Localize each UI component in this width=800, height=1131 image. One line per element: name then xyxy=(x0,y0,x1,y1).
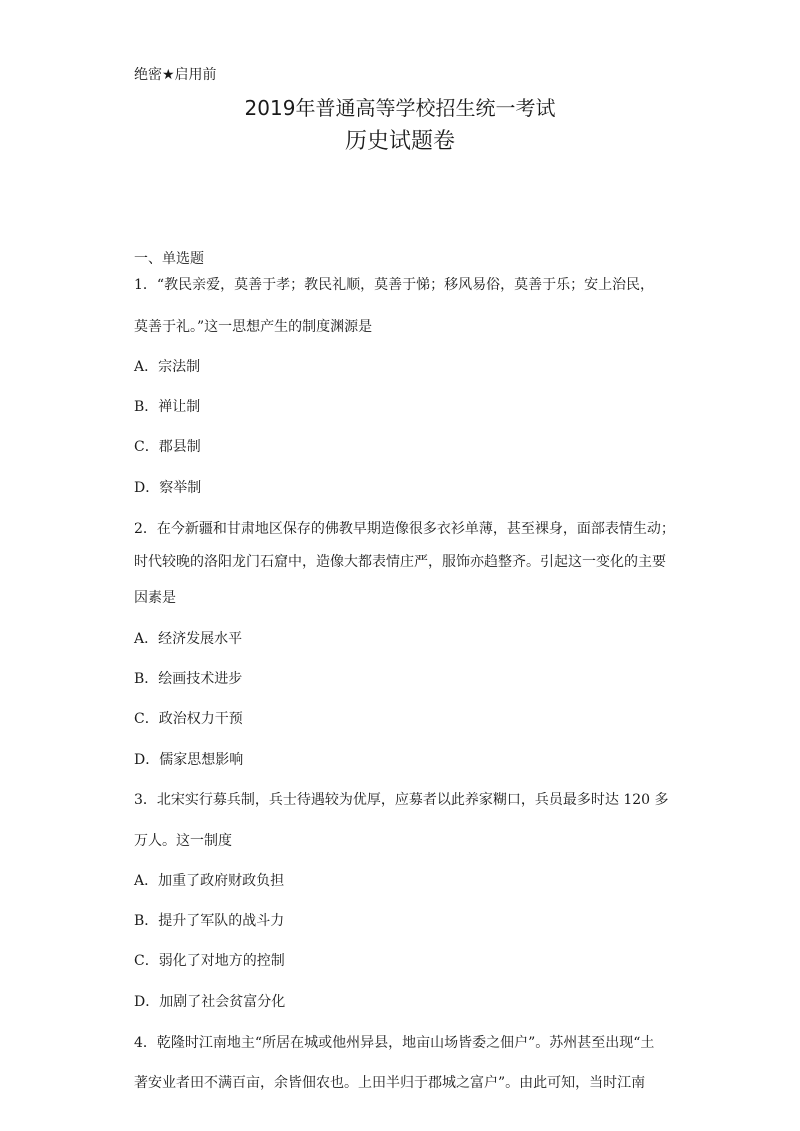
question-4-line-2: 著安业者田不满百亩，余皆佃农也。上田半归于郡城之富户”。由此可知，当时江南 xyxy=(134,1075,646,1091)
question-1-line-1: 1．“教民亲爱，莫善于孝；教民礼顺，莫善于悌；移风易俗，莫善于乐；安上治民， xyxy=(134,277,655,293)
question-1-option-a: A．宗法制 xyxy=(134,359,201,375)
question-3-option-a: A．加重了政府财政负担 xyxy=(134,873,285,889)
section-heading: 一、单选题 xyxy=(134,251,204,267)
question-3-line-1: 3．北宋实行募兵制，兵士待遇较为优厚，应募者以此养家糊口，兵员最多时达 120 多 xyxy=(134,792,669,808)
question-1-option-c: C．郡县制 xyxy=(134,439,201,455)
question-3-option-c: C．弱化了对地方的控制 xyxy=(134,953,285,969)
question-3-option-b: B．提升了军队的战斗力 xyxy=(134,913,285,929)
question-1-option-b: B．禅让制 xyxy=(134,399,201,415)
question-3-line-2: 万人。这一制度 xyxy=(134,833,232,849)
confidential-label: 绝密★启用前 xyxy=(134,67,217,83)
question-4-line-1: 4．乾隆时江南地主“所居在城或他州异县，地亩山场皆委之佃户”。苏州甚至出现“土 xyxy=(134,1035,655,1051)
question-2-option-d: D．儒家思想影响 xyxy=(134,752,244,768)
question-2-option-c: C．政治权力干预 xyxy=(134,711,243,727)
question-2-line-2: 时代较晚的洛阳龙门石窟中，造像大都表情庄严，服饰亦趋整齐。引起这一变化的主要 xyxy=(134,554,666,570)
question-1-line-2: 莫善于礼。”这一思想产生的制度渊源是 xyxy=(134,319,373,335)
question-3-option-d: D．加剧了社会贫富分化 xyxy=(134,994,286,1010)
exam-title: 2019年普通高等学校招生统一考试 xyxy=(244,96,556,120)
paper-title: 历史试题卷 xyxy=(344,129,455,154)
question-1-option-d: D．察举制 xyxy=(134,480,202,496)
question-2-option-a: A．经济发展水平 xyxy=(134,631,243,647)
question-2-line-1: 2．在今新疆和甘肃地区保存的佛教早期造像很多衣衫单薄，甚至裸身，面部表情生动； xyxy=(134,521,675,537)
question-2-option-b: B．绘画技术进步 xyxy=(134,671,243,687)
question-2-line-3: 因素是 xyxy=(134,590,176,606)
